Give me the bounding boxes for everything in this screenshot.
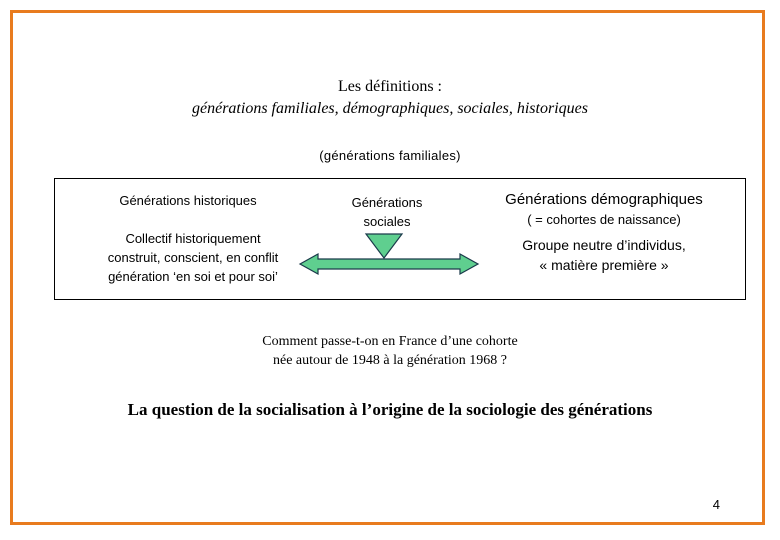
- demographiques-heading: Générations démographiques: [505, 191, 703, 208]
- subheading-familiales: (générations familiales): [319, 148, 461, 163]
- page-number: 4: [712, 497, 720, 512]
- double-arrow-icon: [300, 254, 478, 274]
- question-line1: Comment passe-t-on en France d’une cohorte: [262, 334, 518, 349]
- conclusion-text: La question de la socialisation à l’origine de la sociologie des générations: [127, 400, 653, 419]
- question-line2: née autour de 1948 à la génération 1968 ?: [272, 353, 508, 368]
- slide-title-line1: Les définitions :: [338, 78, 442, 95]
- slide-title-line2: générations familiales, démographiques, sociales, historiques: [192, 100, 588, 117]
- historiques-line3: génération ‘en soi et pour soi’: [108, 269, 278, 284]
- triangle-down-icon: [366, 234, 402, 258]
- demographiques-line2: « matière première »: [539, 257, 669, 273]
- historiques-line1: Collectif historiquement: [125, 231, 261, 246]
- demographiques-subheading: ( = cohortes de naissance): [527, 212, 681, 227]
- sociales-line2: sociales: [363, 214, 411, 229]
- sociales-line1: Générations: [351, 195, 423, 210]
- historiques-heading: Générations historiques: [119, 193, 257, 208]
- historiques-line2: construit, conscient, en conflit: [107, 250, 279, 265]
- question-text: [200, 332, 580, 370]
- demographiques-line1: Groupe neutre d’individus,: [522, 237, 686, 253]
